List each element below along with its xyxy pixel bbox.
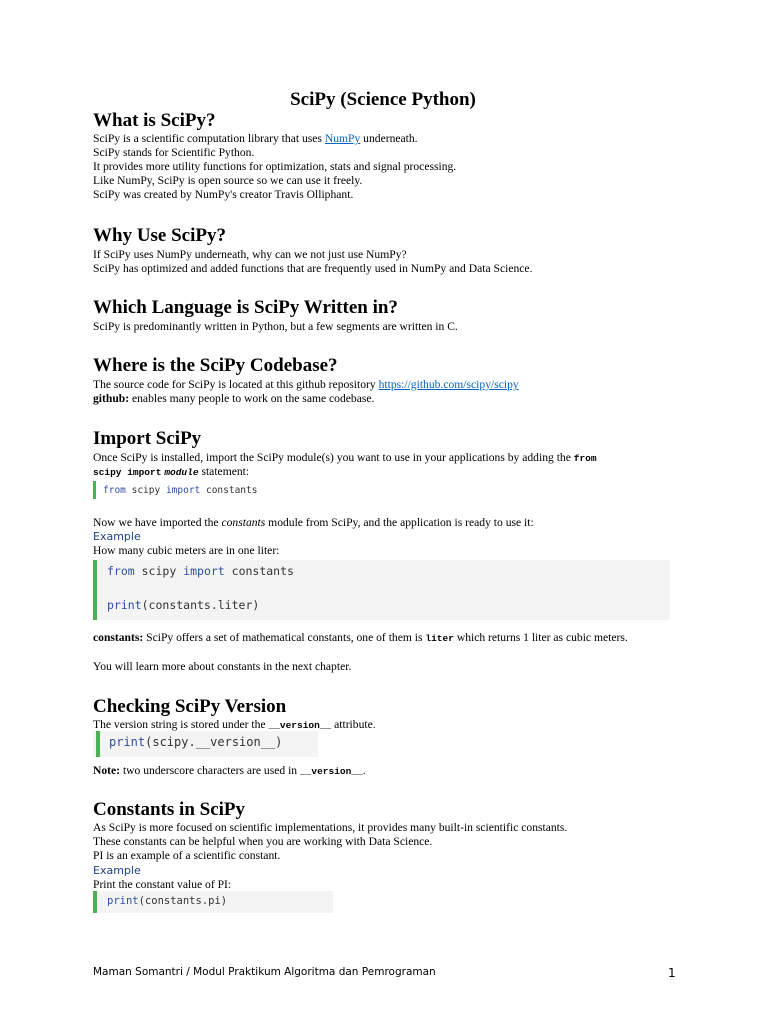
code-text: (constants.pi) (138, 895, 228, 907)
paragraph-line (93, 392, 374, 406)
code-text: scipy (125, 485, 166, 496)
heading-codebase: Where is the SciPy Codebase? (93, 355, 338, 376)
code-accent-bar (96, 731, 100, 757)
text: The version string is stored under the (93, 718, 269, 731)
paragraph-line: SciPy was created by NumPy's creator Travis Olliphant. (93, 188, 354, 201)
text: . (362, 764, 366, 777)
heading-language: Which Language is SciPy Written in? (93, 297, 398, 318)
inline-code: liter (425, 633, 454, 644)
heading-what-is-scipy: What is SciPy? (93, 110, 216, 131)
code-accent-bar (93, 891, 97, 913)
code-line (107, 598, 259, 612)
text: module from SciPy, and the application is ready to use it: (265, 516, 534, 529)
code-line (109, 735, 282, 749)
paragraph-note (93, 764, 366, 779)
text: statement: (198, 465, 250, 478)
paragraph-line: PI is an example of a scientific constant. (93, 849, 281, 862)
heading-constants-in-scipy: Constants in SciPy (93, 799, 246, 820)
paragraph-constants (93, 631, 668, 646)
inline-code: scipy import (93, 467, 162, 478)
text: Now we have imported the (93, 516, 222, 529)
paragraph-line: SciPy is predominantly written in Python, but a few segments are written in C. (93, 320, 458, 333)
bold-term: Note: (93, 764, 121, 777)
heading-checking-version: Checking SciPy Version (93, 696, 287, 717)
text: SciPy offers a set of mathematical constants, one of them is (143, 631, 426, 644)
paragraph-line: SciPy stands for Scientific Python. (93, 146, 255, 159)
heading-why-use-scipy: Why Use SciPy? (93, 225, 226, 246)
paragraph-line (93, 378, 519, 392)
code-text: constants (200, 485, 258, 496)
code-text: (scipy.__version__) (145, 735, 283, 749)
paragraph-line: If SciPy uses NumPy underneath, why can we not just use NumPy? (93, 248, 407, 261)
paragraph-line: How many cubic meters are in one liter: (93, 544, 280, 557)
paragraph-line: SciPy has optimized and added functions that are frequently used in NumPy and Data Science. (93, 262, 533, 275)
text: SciPy is a scientific computation library that uses (93, 132, 325, 145)
example-label: Example (93, 864, 141, 877)
code-keyword: from (103, 485, 126, 496)
code-keyword: import (183, 564, 225, 578)
code-keyword: from (107, 564, 135, 578)
heading-import-scipy: Import SciPy (93, 428, 202, 449)
code-snippet-import (103, 485, 257, 496)
inline-code: __version__ (300, 766, 363, 777)
paragraph-line: As SciPy is more focused on scientific implementations, it provides many built-in scientific constants. (93, 821, 568, 834)
paragraph-line: Like NumPy, SciPy is open source so we can use it freely. (93, 174, 363, 187)
example-label: Example (93, 530, 141, 543)
paragraph-line (93, 132, 418, 146)
numpy-link[interactable]: NumPy (324, 132, 361, 145)
code-accent-bar (93, 481, 96, 499)
text: underneath. (360, 132, 418, 145)
code-keyword: import (165, 485, 201, 496)
text: enables many people to work on the same codebase. (129, 392, 375, 405)
bold-term: constants: (93, 631, 144, 644)
code-text: constants (224, 564, 294, 578)
code-text: (constants.liter) (141, 598, 260, 612)
bold-term: github: (93, 392, 130, 405)
inline-code: __version__ (268, 720, 332, 731)
text: Once SciPy is installed, import the SciPy module(s) you want to use in your applications by adding the (93, 451, 574, 464)
code-keyword: print (109, 735, 146, 749)
code-keyword: print (107, 598, 142, 612)
code-keyword: print (107, 895, 139, 907)
page-footer: Maman Somantri / Modul Praktikum Algoritma dan Pemrograman (93, 966, 436, 978)
paragraph-line (93, 516, 534, 530)
code-line (107, 895, 227, 907)
paragraph-line: Print the constant value of PI: (93, 878, 232, 891)
inline-code: module (164, 467, 199, 478)
code-text: scipy (134, 564, 184, 578)
page-number: 1 (668, 966, 676, 980)
paragraph-line: These constants can be helpful when you are working with Data Science. (93, 835, 433, 848)
emphasis: constants (221, 516, 266, 529)
paragraph-line: It provides more utility functions for optimization, stats and signal processing. (93, 160, 457, 173)
text: two underscore characters are used in (120, 764, 300, 777)
paragraph-line (93, 465, 249, 480)
code-line (107, 564, 294, 578)
text: attribute. (331, 718, 376, 731)
text: The source code for SciPy is located at this github repository (93, 378, 379, 391)
inline-code: from (573, 453, 597, 464)
paragraph-line: You will learn more about constants in the next chapter. (93, 660, 352, 673)
text: which returns 1 liter as cubic meters. (453, 631, 628, 644)
document-title: SciPy (Science Python) (290, 89, 476, 110)
github-repo-link[interactable]: https://github.com/scipy/scipy (378, 378, 519, 391)
code-accent-bar (93, 560, 97, 620)
